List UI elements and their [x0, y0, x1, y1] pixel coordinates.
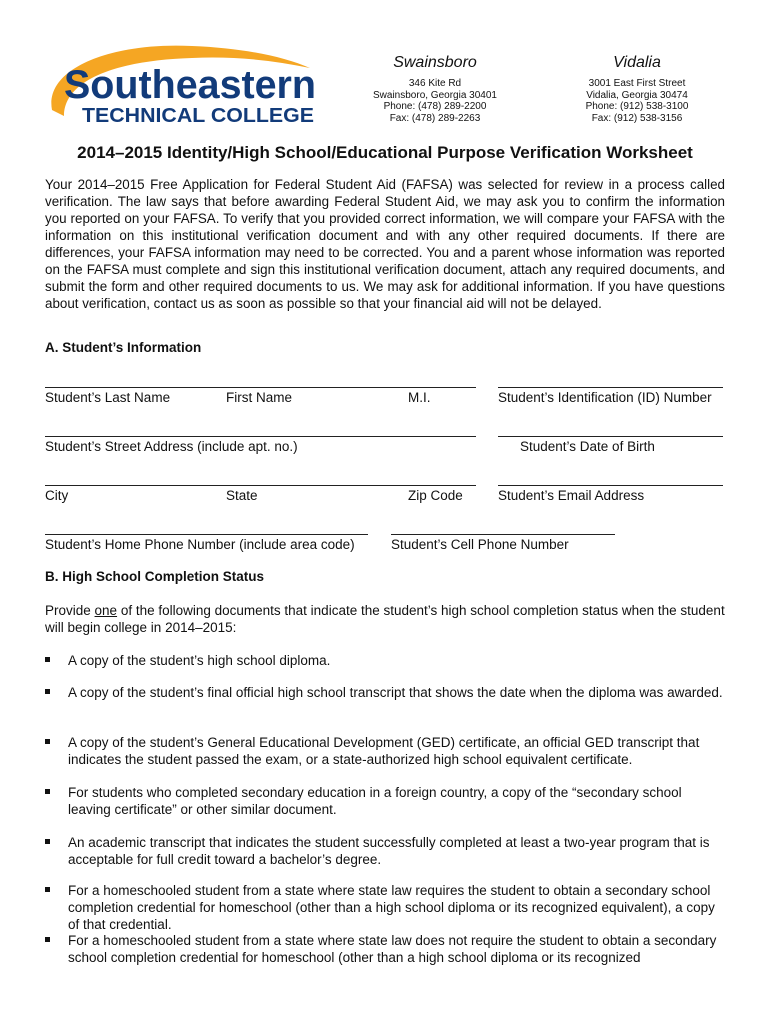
cell-phone-input-line[interactable]: [391, 534, 615, 535]
list-item-text: For students who completed secondary education in a foreign country, a copy of the “secondary school leaving certificate” or other similar document.: [68, 785, 682, 817]
campus-swainsboro: [360, 52, 510, 124]
list-item-text: A copy of the student’s final official high school transcript that shows the date when the diploma was awarded.: [68, 685, 723, 700]
bullet-icon: [45, 839, 50, 844]
campus-name: Vidalia: [613, 54, 661, 71]
campus-address-line1: 3001 East First Street: [588, 78, 686, 89]
list-item: [45, 684, 725, 701]
state-label: State: [226, 488, 258, 503]
campus-name: Swainsboro: [393, 54, 477, 71]
campus-fax: Fax: (478) 289-2263: [389, 112, 481, 124]
list-item: [45, 784, 725, 818]
college-logo: [42, 38, 324, 130]
home-phone-label: Student’s Home Phone Number (include area code): [45, 537, 355, 552]
campus-vidalia: [562, 52, 712, 124]
intro-paragraph: Your 2014–2015 Free Application for Federal Student Aid (FAFSA) was selected for review in a process called verification. The law says that before awarding Federal Student Aid, we may ask you to confirm the information you reported on your FAFSA. To verify that you provided correct information, we will compare your FAFSA with the information on this institutional verification document and with any other required documents. If there are differences, your FAFSA information may need to be corrected. You and a parent whose information was reported on the FAFSA must complete and sign this institutional verification document, attach any required documents, and submit the form and other required documents to us. We may ask for additional information. If you have questions about verification, contact us as soon as possible so that your financial aid will not be delayed.: [45, 177, 725, 311]
city-label: City: [45, 488, 69, 503]
campus-phone: Phone: (912) 538-3100: [585, 101, 689, 112]
list-item: [45, 652, 725, 669]
street-address-input-line[interactable]: [45, 436, 476, 437]
zip-code-label: Zip Code: [408, 488, 463, 503]
first-name-label: First Name: [226, 390, 293, 405]
list-item: [45, 834, 725, 868]
campus-fax: Fax: (912) 538-3156: [591, 112, 683, 124]
last-name-label: Student’s Last Name: [45, 390, 171, 405]
provide-text-start: Provide: [45, 603, 95, 618]
list-item: [45, 734, 725, 768]
campus-address-line1: 346 Kite Rd: [408, 78, 462, 89]
campus-address-line2: Swainsboro, Georgia 30401: [373, 89, 497, 101]
page-title: 2014–2015 Identity/High School/Educational Purpose Verification Worksheet: [77, 143, 693, 162]
bullet-icon: [45, 657, 50, 662]
section-a-heading: A. Student’s Information: [45, 340, 202, 355]
provide-text-end: of the following documents that indicate the student’s high school completion status when the student will begin college in 2014–2015:: [45, 603, 725, 635]
name-input-line[interactable]: [45, 387, 476, 388]
street-address-label: Student’s Street Address (include apt. no.): [45, 439, 298, 454]
date-of-birth-label: Student’s Date of Birth: [520, 439, 655, 454]
list-item: [45, 932, 725, 966]
home-phone-input-line[interactable]: [45, 534, 368, 535]
list-item-text: An academic transcript that indicates the student successfully completed at least a two-year program that is acceptable for full credit toward a bachelor’s degree.: [68, 835, 710, 867]
student-id-label: Student’s Identification (ID) Number: [498, 390, 712, 405]
list-item: [45, 882, 725, 933]
email-label: Student’s Email Address: [498, 488, 645, 503]
bullet-icon: [45, 739, 50, 744]
campus-address-line2: Vidalia, Georgia 30474: [586, 89, 688, 101]
bullet-icon: [45, 689, 50, 694]
mi-label: M.I.: [408, 390, 431, 405]
cell-phone-label: Student’s Cell Phone Number: [391, 537, 569, 552]
bullet-icon: [45, 789, 50, 794]
list-item-text: A copy of the student’s General Educational Development (GED) certificate, an official GED transcript that indicates the student passed the exam, or a state-authorized high school equivalent certificate.: [68, 735, 700, 767]
campus-phone: Phone: (478) 289-2200: [383, 101, 487, 112]
section-b-heading: B. High School Completion Status: [45, 569, 264, 584]
email-input-line[interactable]: [498, 485, 723, 486]
list-item-text: A copy of the student’s high school diploma.: [68, 653, 331, 668]
list-item-text: For a homeschooled student from a state where state law does not require the student to obtain a secondary school completion credential for homeschool (other than a high school diploma or its recognized: [68, 933, 717, 965]
list-item-text: For a homeschooled student from a state where state law requires the student to obtain a secondary school completion credential for homeschool (other than a high school diploma or its recognized equivalent), a copy of that credential.: [68, 883, 715, 932]
bullet-icon: [45, 937, 50, 942]
bullet-icon: [45, 887, 50, 892]
city-state-zip-input-line[interactable]: [45, 485, 476, 486]
provide-instruction: [45, 602, 725, 636]
logo-line2: TECHNICAL COLLEGE: [82, 105, 314, 127]
student-id-input-line[interactable]: [498, 387, 723, 388]
provide-text-emphasis: one: [94, 603, 118, 618]
date-of-birth-input-line[interactable]: [498, 436, 723, 437]
logo-line1: Southeastern: [64, 63, 316, 107]
